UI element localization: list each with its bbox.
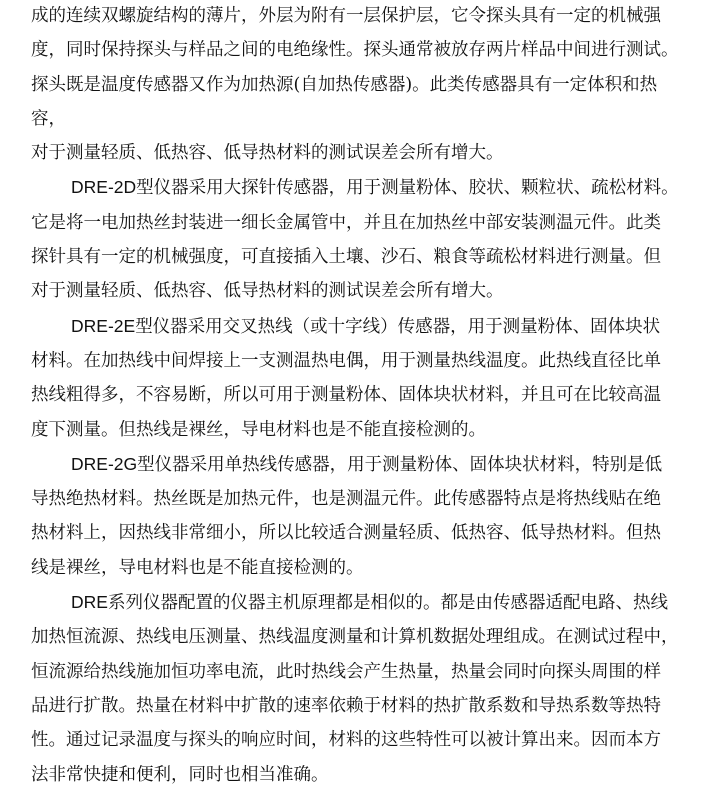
model-name: DRE-2E — [71, 315, 136, 336]
text-line: 恒流源给热线施加恒功率电流，此时热线会产生热量，热量会同时向探头周围的样 — [31, 661, 661, 682]
document-body — [31, 0, 691, 792]
paragraph — [31, 309, 691, 447]
text-line: 性。通过记录温度与探头的响应时间，材料的这些特性可以被计算出来。因而本方 — [31, 730, 661, 751]
text-line: 品进行扩散。热量在材料中扩散的速率依赖于材料的热扩散系数和导热系数等热特 — [31, 695, 661, 716]
text-line: 热线粗得多，不容易断，所以可用于测量粉体、固体块状材料，并且可在比较高温 — [31, 385, 661, 406]
text-line: 线是裸丝，导电材料也是不能直接检测的。 — [31, 557, 364, 578]
model-name: DRE — [71, 592, 108, 613]
paragraph — [31, 170, 691, 308]
model-name: DRE-2G — [71, 453, 138, 474]
text-line: 加热恒流源、热线电压测量、热线温度测量和计算机数据处理组成。在测试过程中， — [31, 627, 679, 648]
text-line: 探头既是温度传感器又作为加热源(自加热传感器)。此类传感器具有一定体积和热容， — [31, 74, 658, 129]
text-line: 成的连续双螺旋结构的薄片，外层为附有一层保护层，它令探头具有一定的机械强 — [31, 6, 661, 26]
text-line: 对于测量轻质、低热容、低导热材料的测试误差会所有增大。 — [31, 281, 504, 302]
text-line: 导热绝热材料。热丝既是加热元件，也是测温元件。此传感器特点是将热线贴在绝 — [31, 489, 661, 510]
text-line: DRE-2E型仪器采用交叉热线（或十字线）传感器，用于测量粉体、固体块状 — [71, 315, 661, 337]
text-line: 热材料上，因热线非常细小，所以比较适合测量轻质、低热容、低导热材料。但热 — [31, 523, 661, 544]
paragraph — [31, 447, 691, 585]
text-line: DRE系列仪器配置的仪器主机原理都是相似的。都是由传感器适配电路、热线 — [71, 592, 668, 614]
paragraph — [31, 0, 691, 170]
text-line: 度下测量。但热线是裸丝，导电材料也是不能直接检测的。 — [31, 419, 486, 440]
text-line: 材料。在加热线中间焊接上一支测温热电偶，用于测量热线温度。此热线直径比单 — [31, 350, 661, 371]
model-name: DRE-2D — [71, 177, 137, 198]
text-line: DRE-2D型仪器采用大探针传感器，用于测量粉体、胶状、颗粒状、疏松材料。 — [71, 177, 679, 199]
text-line: 对于测量轻质、低热容、低导热材料的测试误差会所有增大。 — [31, 143, 504, 164]
text-line: 法非常快捷和便利，同时也相当准确。 — [31, 764, 329, 785]
text-line: 探针具有一定的机械强度，可直接插入土壤、沙石、粮食等疏松材料进行测量。但 — [31, 247, 661, 268]
text-line: 它是将一电加热丝封装进一细长金属管中，并且在加热丝中部安装测温元件。此类 — [31, 212, 661, 233]
text-line: 度，同时保持探头与样品之间的电绝缘性。探头通常被放存两片样品中间进行测试。 — [31, 40, 679, 61]
paragraph — [31, 585, 691, 792]
text-line: DRE-2G型仪器采用单热线传感器，用于测量粉体、固体块状材料，特别是低 — [71, 453, 663, 475]
